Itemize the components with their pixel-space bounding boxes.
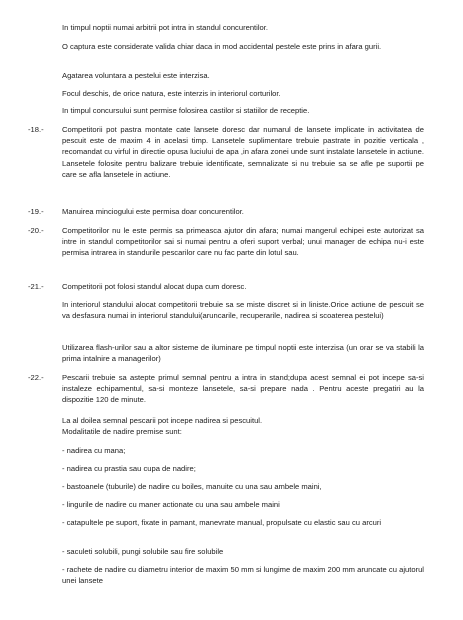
list-item: - lingurile de nadire cu maner actionate cu una sau ambele maini [62,500,280,509]
list-item: - nadirea cu mana; [62,446,126,455]
paragraph: Competitorii pot pastra montate cate lansete doresc dar numarul de lansete implicate in activitatea de pescuit este de maxim 4 in acelasi timp. Lansetele suplimentare trebuie pastrate in pozitie verticala , recomandat cu virful in directie opusa luciului de apa ,in afara zonei unde sunt instalate lansetele in actiune. Lansetele folosite pentru balizare trebuie identificate, semnalizate si nu trebuie sa se afle pe suportii pe care se afla lansetele in actiune. [62,125,424,179]
paragraph: Agatarea voluntara a pestelui este interzisa. [62,71,210,80]
paragraph: In timpul noptii numai arbitrii pot intra in standul concurentilor. [62,23,268,32]
paragraph: Competitorii pot folosi standul alocat dupa cum doresc. [62,282,247,291]
list-item: - rachete de nadire cu diametru interior de maxim 50 mm si lungime de maxim 200 mm aruncate cu ajutorul unei lansete [62,565,424,586]
paragraph: Competitorilor nu le este permis sa primeasca ajutor din afara; numai mangerul echipei este autorizat sa intre in standul competitorilor sai si numai pentru a oferi suport verbal; unui manager de echipa nu-i este permisa intrarea in standurile pescarilor care nu fac parte din lotul sau. [62,226,424,258]
section-number: -22.- [28,373,44,382]
paragraph: La al doilea semnal pescarii pot incepe nadirea si pescuitul. [62,416,263,425]
paragraph: Manuirea minciogului este permisa doar concurentilor. [62,207,244,216]
paragraph: O captura este considerate valida chiar daca in mod accidental pestele este prins in afara gurii. [62,42,382,51]
paragraph: Focul deschis, de orice natura, este interzis in interiorul corturilor. [62,89,281,98]
section-number: -21.- [28,282,44,291]
section-number: -20.- [28,226,44,235]
paragraph: In timpul concursului sunt permise folosirea castilor si statiilor de receptie. [62,106,310,115]
paragraph: Modalitatile de nadire premise sunt: [62,427,182,436]
paragraph: Utilizarea flash-urilor sau a altor sisteme de iluminare pe timpul noptii este interzisa (un orar se va stabili la prima intalnire a managerilor) [62,343,424,364]
list-item: - saculeti solubili, pungi solubile sau fire solubile [62,547,224,556]
list-item: - catapultele pe suport, fixate in pamant, manevrate manual, propulsate cu elastic sau cu arcuri [62,518,382,527]
section-number: -18.- [28,125,44,134]
paragraph: In interiorul standului alocat competitorii trebuie sa se miste discret si in liniste.Orice actiune de pescuit se va desfasura numai in interiorul standului(aruncarile, recuperarile, nadirea si scoaterea pestelui) [62,300,424,321]
list-item: - nadirea cu prastia sau cupa de nadire; [62,464,196,473]
list-item: - bastoanele (tuburile) de nadire cu boiles, manuite cu una sau ambele maini, [62,482,322,491]
paragraph: Pescarii trebuie sa astepte primul semnal pentru a intra in stand;dupa acest semnal ei pot incepe sa-si instaleze echipamentul, sa-si monteze lansetele, sa-si prepare nada . Pentru aceste pregatiri au la dispozitie 120 de minute. [62,373,424,405]
section-number: -19.- [28,207,44,216]
